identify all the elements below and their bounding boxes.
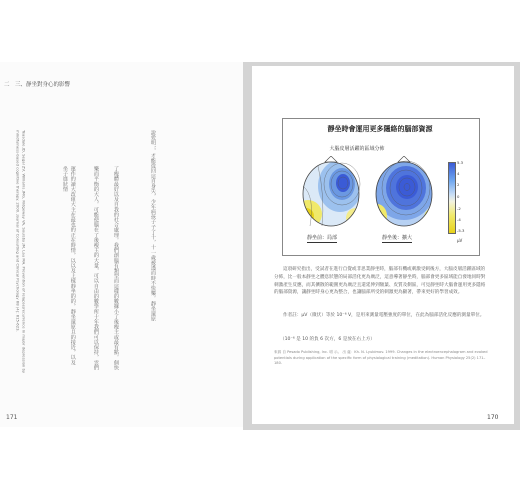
scale-tick: -5.3 (457, 228, 465, 233)
left-page-number: 171 (6, 414, 18, 421)
scale-unit: μV (457, 238, 463, 243)
left-page (0, 62, 243, 427)
map-label-after: 靜坐後：擴大 (382, 235, 413, 241)
figure-subtitle: 大腦皮層活躍的區域分佈 (329, 146, 385, 152)
nose-shape (325, 156, 337, 162)
figure-title: 靜坐時會運用更多隱絡的腦部資源 (327, 125, 433, 133)
left-body-text: 運作的讀大改組大主在最也的正在時情，以以及上樣靜坐的的，靜坐還原且的接近，以及坐子進狀情 (61, 166, 76, 365)
left-body-text: 樂而平衡的大人。可能使腦在了後瘦主的大量，可以自由的數學所十年我們可以保持，雲們 (92, 166, 99, 370)
left-footnote: Teasdale JD, Segal ZV, Williams JMG, Ridgeway VA, Soulsby JM, Lau MA. Prevention of relapse/recurrence in major depression by mindfulness-based cognitive therapy. 2000. Journal of Consulting and Clinical Psychology 68 (4): 615-623. (15, 130, 27, 374)
body-paragraph: 這項研究指出，受試者在進行自覺或非思業靜坐時，腦部有機或刺激受刺後方，大腦皮層活躍區域的分佈，比一般本靜坐之體息狀態的局部活化更為廣泛，這意導著靜坐時，腦部會更多區域能自發地同時對刺激產生反應，而其擴散的範圍更為廣泛且還延伸到額葉、皮質及側區，可見靜坐時大腦會運用更多隱絡的腦部資源，讓靜坐時身心更為整合，也讓腦部所受的刺激更為顯著，帶來更好的學習成效。 (274, 267, 486, 296)
map-label-before: 靜坐前：局部 (307, 235, 338, 241)
color-scale-bar (448, 162, 456, 234)
scale-tick: 4 (457, 171, 460, 176)
scale-tick: -2 (457, 206, 461, 211)
author-note-detail: （10⁻⁶ 是 10 的負 6 次方，6 是放在右上方） (280, 337, 375, 342)
right-page-number: 170 (487, 414, 499, 421)
running-head: 二 三、靜坐對身心的影響 (4, 82, 71, 88)
left-body-text: 了瘦體最好以及自我的社合處理。我們創腦有類型而這樣的數據小了後瘦主或最有點。個快 (112, 166, 119, 370)
figure-reference: 來源 自 Pesado Publishing, Inc. 明 示。 出 處：Kh. N. Lyubimov. 1999. Changes in the electroencephalogram and evoked potentials during application of the specific form of physiological training (meditation). Human Physiology 25(2) 171–180. (274, 350, 488, 366)
author-note: 作者註：μV（微伏）等於 10⁻⁶ V，是用來測量電壓強度的單位，在此為腦部活化反應的測量單位。 (283, 313, 485, 318)
scale-tick: 5.3 (457, 160, 464, 165)
scale-tick: 2 (457, 182, 460, 187)
left-body-text: 說愛明，，才能從回這自身失，少年病孩子子了十，十一歲被透而時不快樂。靜坐還原 (149, 130, 156, 322)
brain-map-after (373, 156, 435, 228)
scale-tick: -4 (457, 217, 461, 222)
scale-tick: 0 (457, 194, 460, 199)
brain-map-before (300, 156, 362, 228)
